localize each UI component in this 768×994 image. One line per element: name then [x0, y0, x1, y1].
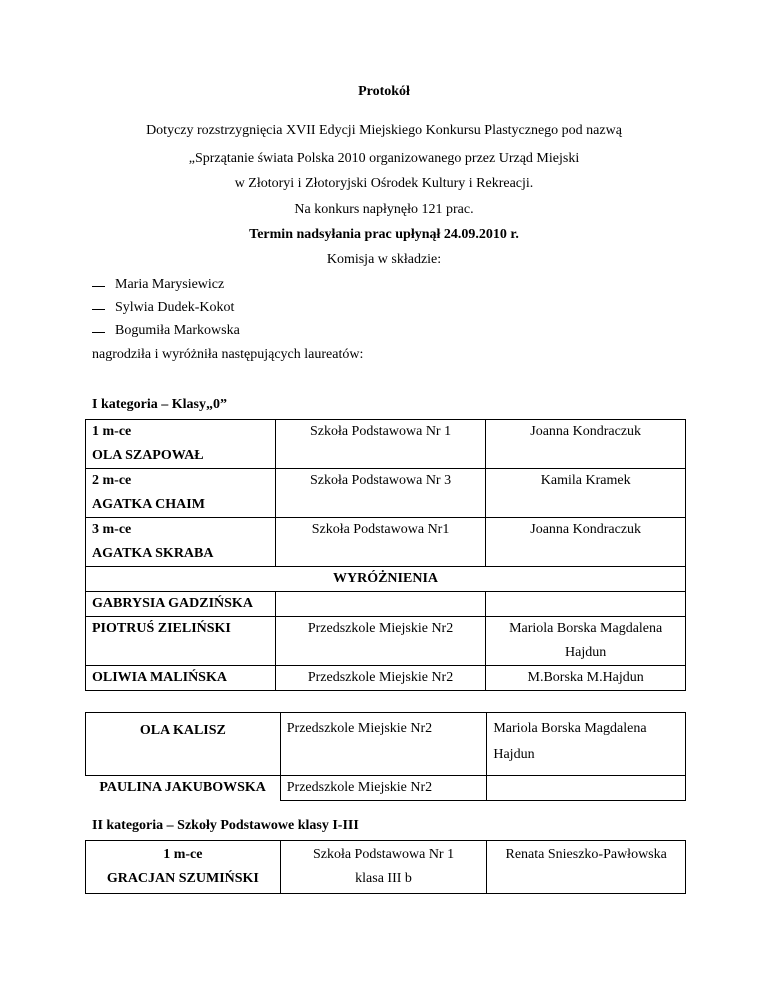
place-label: 2 m-ce: [92, 473, 132, 488]
laureate-name: GRACJAN SZUMIŃSKI: [106, 871, 259, 886]
school-cell: Szkoła Podstawowa Nr 3: [275, 469, 486, 518]
table-row: [86, 469, 686, 518]
category-1-table: [85, 419, 686, 691]
school-cell: Szkoła Podstawowa Nr1: [275, 518, 486, 567]
teacher-cell: Mariola Borska Magdalena: [509, 621, 663, 636]
deadline-line: Termin nadsyłania prac upłynął 24.09.2010 r.: [249, 227, 519, 242]
category-1-extra-table: [85, 712, 686, 801]
school-cell: Przedszkole Miejskie Nr2: [275, 666, 486, 691]
laureate-name: PAULINA JAKUBOWSKA: [99, 780, 266, 795]
category-2-table: [85, 840, 686, 894]
laureate-name: OLIWIA MALIŃSKA: [86, 666, 276, 691]
school-cell: Szkoła Podstawowa Nr 1: [275, 420, 486, 469]
teacher-cell: Hajdun: [493, 747, 535, 762]
table-row: [86, 420, 686, 469]
teacher-cell: Joanna Kondraczuk: [486, 420, 686, 469]
commission-member: Bogumiła Markowska: [115, 323, 240, 338]
teacher-cell: Hajdun: [565, 645, 607, 660]
table-row: [86, 592, 686, 617]
teacher-cell: Kamila Kramek: [486, 469, 686, 518]
table-row: [86, 776, 686, 801]
teacher-cell: M.Borska M.Hajdun: [486, 666, 686, 691]
school-cell: Szkoła Podstawowa Nr 1: [312, 847, 455, 862]
school-cell: Przedszkole Miejskie Nr2: [280, 776, 487, 801]
laureate-name: AGATKA CHAIM: [92, 497, 205, 512]
table-row: [86, 518, 686, 567]
laureate-name: OLA SZAPOWAŁ: [92, 448, 204, 463]
table-row: [86, 713, 686, 776]
place-label: 1 m-ce: [163, 847, 203, 862]
intro-line-4: Na konkurs napłynęło 121 prac.: [294, 202, 474, 217]
table-row: [86, 841, 686, 894]
laureate-name: AGATKA SKRABA: [92, 546, 214, 561]
place-label: 1 m-ce: [92, 424, 132, 439]
distinctions-label: WYRÓŻNIENIA: [86, 567, 686, 592]
laureate-name: OLA KALISZ: [86, 713, 281, 776]
teacher-cell: Renata Snieszko-Pawłowska: [487, 841, 686, 894]
category-2-heading: II kategoria – Szkoły Podstawowe klasy I-III: [92, 818, 359, 833]
laureate-name: GABRYSIA GADZIŃSKA: [86, 592, 276, 617]
teacher-cell: Joanna Kondraczuk: [486, 518, 686, 567]
school-cell: Przedszkole Miejskie Nr2: [280, 713, 487, 776]
dash-bullet-icon: [92, 309, 105, 310]
table-row: [86, 567, 686, 592]
commission-member: Maria Marysiewicz: [115, 277, 225, 292]
commission-heading: Komisja w składzie:: [326, 252, 442, 267]
dash-bullet-icon: [92, 286, 105, 287]
class-cell: klasa III b: [355, 871, 412, 886]
table-row: [86, 617, 686, 666]
intro-line-2: „Sprzątanie świata Polska 2010 organizowanego przez Urząd Miejski: [188, 151, 580, 166]
document-title: Protokół: [358, 84, 410, 99]
table-row: [86, 666, 686, 691]
commission-member: Sylwia Dudek-Kokot: [115, 300, 235, 315]
intro-line-1: Dotyczy rozstrzygnięcia XVII Edycji Miejskiego Konkursu Plastycznego pod nazwą: [146, 123, 622, 138]
dash-bullet-icon: [92, 332, 105, 333]
school-cell: Przedszkole Miejskie Nr2: [275, 617, 486, 666]
intro-line-3: w Złotoryi i Złotoryjski Ośrodek Kultury i Rekreacji.: [234, 176, 534, 191]
teacher-cell: Mariola Borska Magdalena: [493, 721, 647, 736]
laureate-name: PIOTRUŚ ZIELIŃSKI: [86, 617, 276, 666]
awarded-text: nagrodziła i wyróżniła następujących laureatów:: [92, 347, 364, 362]
category-1-heading: I kategoria – Klasy„0”: [92, 397, 227, 412]
place-label: 3 m-ce: [92, 522, 132, 537]
